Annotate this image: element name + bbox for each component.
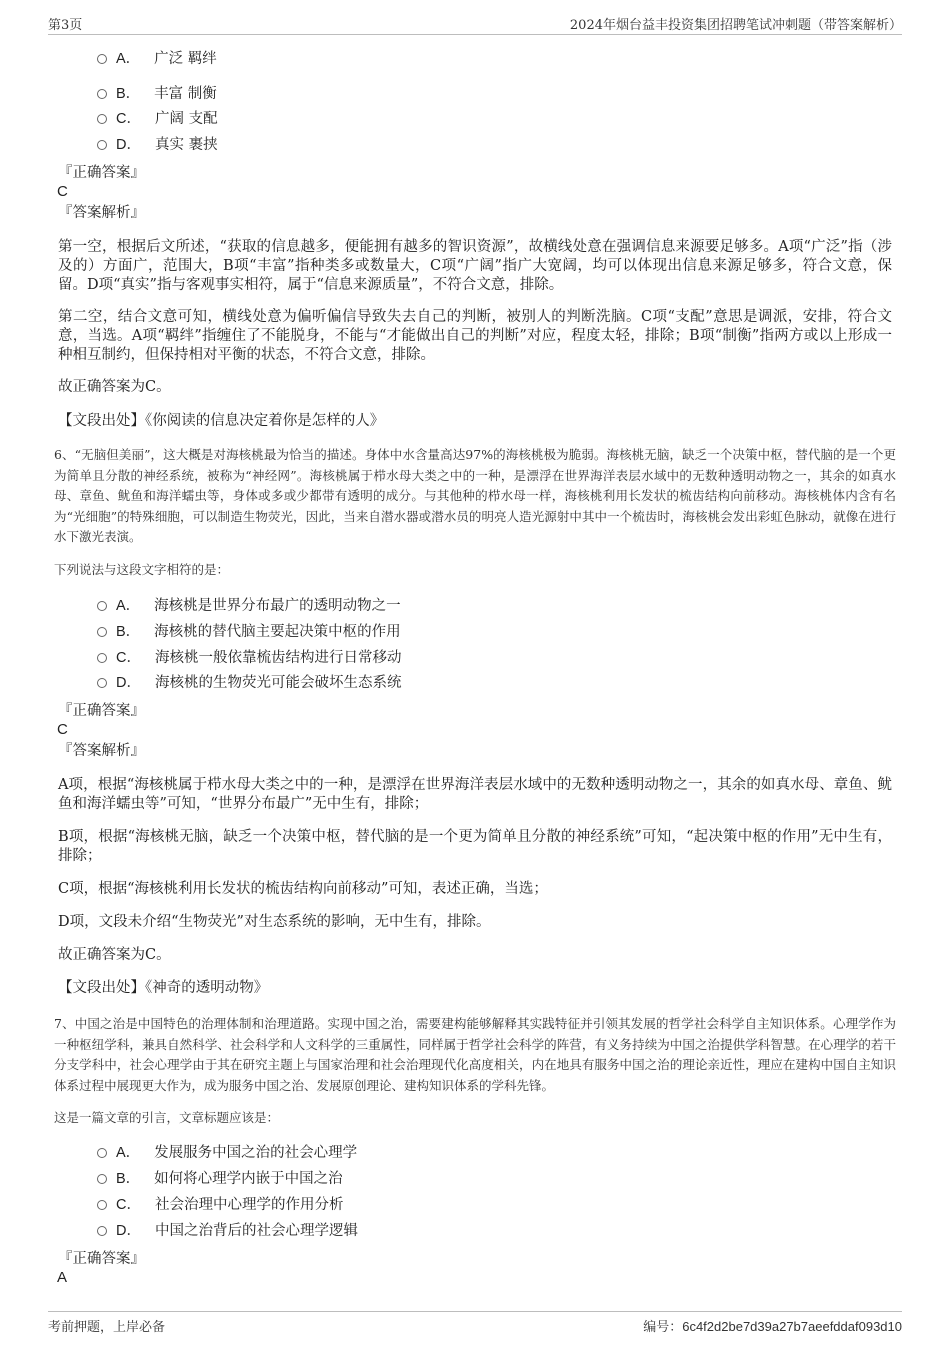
q6-analysis-paragraph: D项，文段未介绍“生物荧光”对生态系统的影响，无中生有，排除。 <box>58 914 491 930</box>
q5-analysis-label: 『答案解析』 <box>58 205 145 221</box>
q7-option-a[interactable]: A． 发展服务中国之治的社会心理学 <box>97 1143 357 1163</box>
footer-slogan: 考前押题，上岸必备 <box>48 1320 166 1335</box>
radio-icon[interactable] <box>97 140 107 150</box>
q6-analysis-paragraph: B项，根据“海核桃无脑，缺乏一个决策中枢，替代脑的是一个更为简单且分散的神经系统”可知，“起决策中枢的作用”无中生有，排除； <box>58 829 892 864</box>
q6-option-d[interactable]: D． 海核桃的生物荧光可能会破坏生态系统 <box>97 673 401 693</box>
q7-option-b[interactable]: B． 如何将心理学内嵌于中国之治 <box>97 1169 343 1189</box>
q7-option-d[interactable]: D． 中国之治背后的社会心理学逻辑 <box>97 1221 358 1241</box>
q5-analysis-paragraph: 第一空，根据后文所述，“获取的信息越多，便能拥有越多的智识资源”，故横线处意在强调信息来源要足够多。A项“广泛”指（涉及的）方面广，范围大，B项“丰富”指种类多或数量大，C项“广阔”指广大宽阔，均可以体现出信息来源足够多，符合文意，保留。D项“真实”指与客观事实相符，属于“信息来源质量”，不符合文意，排除。 <box>58 239 892 293</box>
radio-icon[interactable] <box>97 1226 107 1236</box>
q5-option-d[interactable]: D． 真实 裹挟 <box>97 135 218 155</box>
q5-conclusion: 故正确答案为C。 <box>58 379 171 395</box>
radio-icon[interactable] <box>97 678 107 688</box>
q5-answer-label: 『正确答案』 <box>58 165 145 181</box>
q6-prompt: 下列说法与这段文字相符的是： <box>54 562 230 577</box>
radio-icon[interactable] <box>97 1148 107 1158</box>
q7-answer: A <box>57 1269 68 1286</box>
q6-conclusion: 故正确答案为C。 <box>58 947 171 963</box>
q6-source: 【文段出处】《神奇的透明动物》 <box>58 980 269 996</box>
q5-analysis-paragraph: 第二空，结合文意可知，横线处意为偏听偏信导致失去自己的判断，被别人的判断洗脑。C项“支配”意思是调派，安排，符合文意，当选。A项“羁绊”指缠住了不能脱身，不能与“才能做出自己的判断”对应，程度太轻，排除；B项“制衡”指两方或以上形成一种相互制约，但保持相对平衡的状态，不符合文意，排除。 <box>58 309 892 363</box>
q5-answer: C <box>57 183 68 200</box>
document-title: 2024年烟台益丰投资集团招聘笔试冲刺题（带答案解析） <box>569 18 902 33</box>
radio-icon[interactable] <box>97 653 107 663</box>
q6-option-c[interactable]: C． 海核桃一般依靠梳齿结构进行日常移动 <box>97 648 401 668</box>
radio-icon[interactable] <box>97 627 107 637</box>
q5-source: 【文段出处】《你阅读的信息决定着你是怎样的人》 <box>58 413 385 429</box>
radio-icon[interactable] <box>97 601 107 611</box>
page-header <box>48 14 902 35</box>
q6-answer-label: 『正确答案』 <box>58 703 145 719</box>
q6-analysis-label: 『答案解析』 <box>58 743 145 759</box>
q5-option-a[interactable]: A． 广泛 羁绊 <box>97 49 217 69</box>
q6-analysis-paragraph: C项，根据“海核桃利用长发状的梳齿结构向前移动”可知，表述正确，当选； <box>58 881 548 897</box>
q6-option-a[interactable]: A． 海核桃是世界分布最广的透明动物之一 <box>97 596 401 616</box>
q6-answer: C <box>57 721 68 738</box>
q7-stem: 7、中国之治是中国特色的治理体制和治理道路。实现中国之治，需要建构能够解释其实践特征并引领其发展的哲学社会科学自主知识体系。心理学作为一种枢纽学科，兼具自然科学、社会科学和人文科学的三重属性，同样属于哲学社会科学的阵营，有义务持续为中国之治提供学科智慧。在心理学的若干分支学科中，社会心理学由于其在研究主题上与国家治理和社会治理现代化高度相关，内在地具有服务中国之治的理论亲近性，理应在建构中国自主知识体系过程中展现更大作为，成为服务中国之治、发展原创理论、建构知识体系的学科先锋。 <box>54 1016 896 1093</box>
q7-prompt: 这是一篇文章的引言，文章标题应该是： <box>54 1110 280 1125</box>
q5-option-c[interactable]: C． 广阔 支配 <box>97 109 218 129</box>
radio-icon[interactable] <box>97 89 107 99</box>
radio-icon[interactable] <box>97 1174 107 1184</box>
page-number: 第3页 <box>48 18 83 33</box>
page-footer <box>48 1311 902 1339</box>
q5-option-b[interactable]: B． 丰富 制衡 <box>97 84 217 104</box>
q7-option-c[interactable]: C． 社会治理中心理学的作用分析 <box>97 1195 343 1215</box>
radio-icon[interactable] <box>97 1200 107 1210</box>
q6-option-b[interactable]: B． 海核桃的替代脑主要起决策中枢的作用 <box>97 622 401 642</box>
radio-icon[interactable] <box>97 54 107 64</box>
document-code: 编号：6c4f2d2be7d39a27b7aeefddaf093d10 <box>643 1319 902 1335</box>
q6-analysis-paragraph: A项，根据“海核桃属于栉水母大类之中的一种，是漂浮在世界海洋表层水域中的无数种透明动物之一，其余的如真水母、章鱼、鱿鱼和海洋蠕虫等”可知，“世界分布最广”无中生有，排除； <box>58 777 892 812</box>
q6-stem: 6、“无脑但美丽”，这大概是对海核桃最为恰当的描述。身体中水含量高达97%的海核桃极为脆弱。海核桃无脑，缺乏一个决策中枢，替代脑的是一个更为简单且分散的神经系统，被称为“神经网”。海核桃属于栉水母大类之中的一种，是漂浮在世界海洋表层水域中的无数种透明动物之一，其余的如真水母、章鱼、鱿鱼和海洋蠕虫等，身体或多或少都带有透明的成分。与其他种的栉水母一样，海核桃利用长发状的梳齿结构向前移动。海核桃体内含有名为“光细胞”的特殊细胞，可以制造生物荧光，因此，当来自潜水器或潜水员的明亮人造光源射中其中一个梳齿时，海核桃会发出彩虹色脉动，就像在进行水下激光表演。 <box>54 447 896 544</box>
q7-answer-label: 『正确答案』 <box>58 1251 145 1267</box>
radio-icon[interactable] <box>97 114 107 124</box>
